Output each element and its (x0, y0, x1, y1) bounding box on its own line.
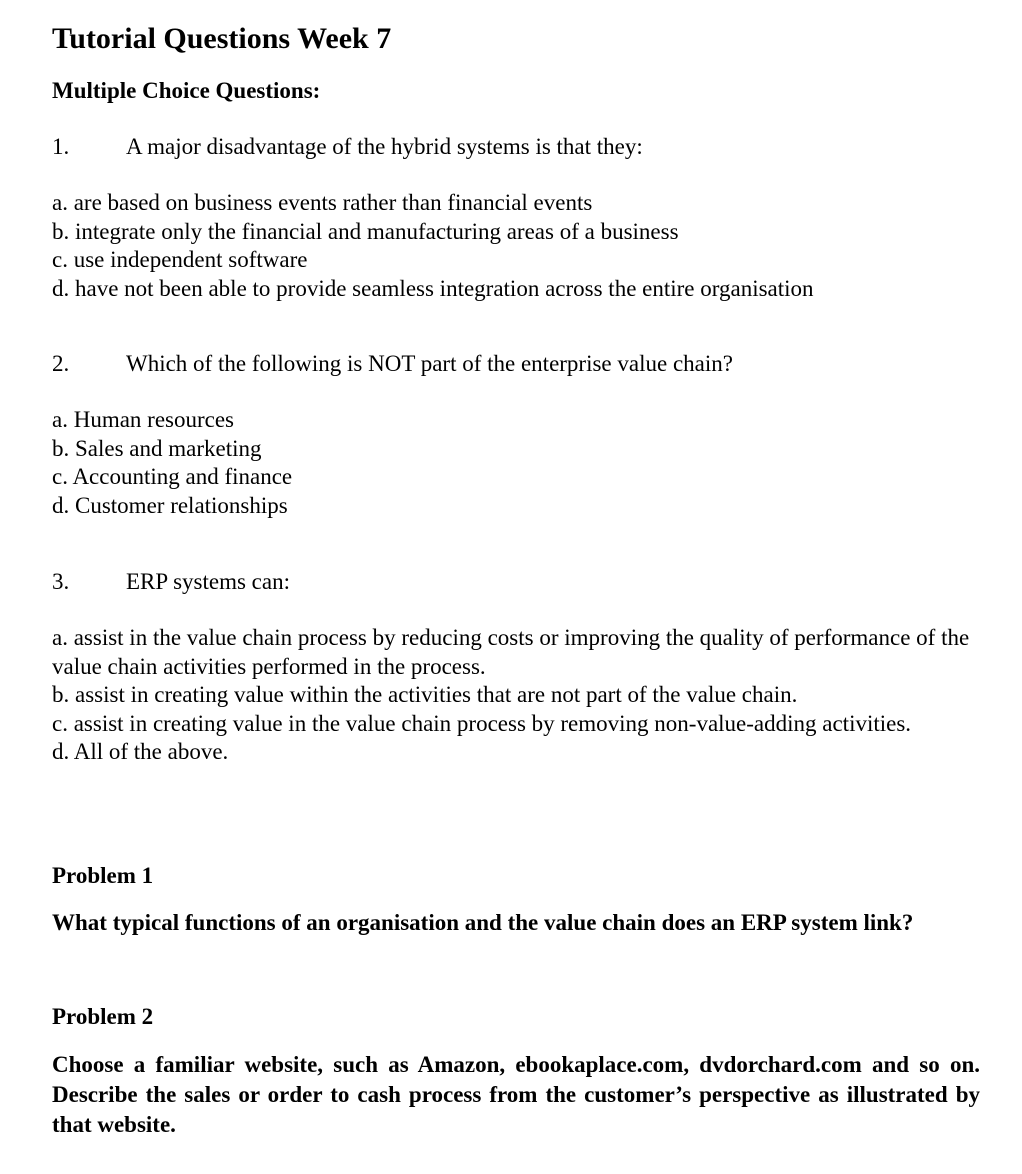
option-d: d. All of the above. (52, 739, 229, 765)
problem-1-text: What typical functions of an organisation and the value chain does an ERP system link? (52, 910, 914, 935)
problem-2-text: Choose a familiar website, such as Amazon, ebookaplace.com, dvdorchard.com and so on. Describe the sales or order to cash process from the customer’s perspective as illustrated by that website. (52, 1052, 980, 1137)
question-2-options (52, 406, 292, 520)
question-1-options (52, 189, 814, 303)
option-b: b. assist in creating value within the activities that are not part of the value chain. (52, 682, 798, 708)
question-3-options (52, 624, 982, 767)
question-3 (52, 567, 290, 597)
option-c: c. assist in creating value in the value chain process by removing non-value-adding activities. (52, 710, 912, 736)
option-c: c. Accounting and finance (52, 464, 293, 490)
question-1 (52, 132, 643, 162)
question-number: 1. (52, 134, 70, 159)
option-a: a. assist in the value chain process by reducing costs or improving the quality of performance of the value chain activities performed in the process. (52, 625, 970, 679)
question-number: 3. (52, 569, 70, 594)
question-2 (52, 349, 733, 379)
section-title: Multiple Choice Questions: (52, 78, 321, 103)
option-a: a. are based on business events rather than financial events (52, 190, 593, 215)
question-text: Which of the following is NOT part of the enterprise value chain? (126, 351, 733, 376)
question-text: ERP systems can: (126, 569, 290, 594)
question-number: 2. (52, 351, 70, 376)
option-a: a. Human resources (52, 407, 235, 432)
problem-1-heading: Problem 1 (52, 863, 154, 888)
option-d: d. Customer relationships (52, 492, 288, 518)
question-text: A major disadvantage of the hybrid systems is that they: (126, 134, 643, 159)
option-c: c. use independent software (52, 247, 308, 273)
problem-2-heading: Problem 2 (52, 1004, 154, 1029)
option-b: b. Sales and marketing (52, 435, 262, 461)
option-d: d. have not been able to provide seamless integration across the entire organisation (52, 275, 814, 301)
option-b: b. integrate only the financial and manufacturing areas of a business (52, 218, 679, 244)
page-title: Tutorial Questions Week 7 (52, 22, 392, 55)
